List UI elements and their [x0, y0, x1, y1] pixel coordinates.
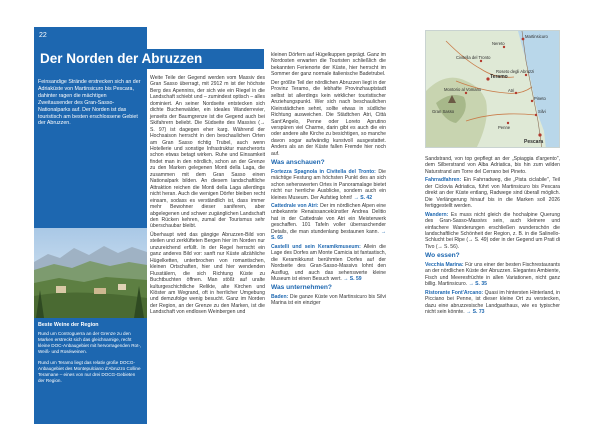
caption-text-1: Rund um Controguerra an der Grenze zu den Marken erstreckt sich das gleichnamige, recht kleine DOC-Anbaugebiet mit hervorragenden Rot-, Weiß- und Roséweinen.	[38, 330, 142, 354]
sight-item	[271, 244, 386, 283]
activity-item	[271, 294, 386, 307]
activity-text: Die ganze Küste von Martinsicuro bis Silvi Marina ist ein einziger	[271, 293, 387, 307]
activity-name: Wandern:	[425, 211, 449, 218]
page-reference: → S. 35	[468, 281, 488, 288]
map-label: Atri	[508, 88, 515, 93]
map-label: Penne	[498, 125, 511, 130]
map-label: Gran Sasso	[432, 109, 455, 114]
restaurant-text: Quasi im hintersten Hinterland, in Picciano bei Penne, ist dieser kleine Ort zu verstecken, dazu eine abruzzesische Landgasthaus, wie es typischer nicht sein könnte.	[425, 289, 561, 315]
activity-item	[425, 177, 560, 209]
sight-item	[271, 169, 386, 201]
landscape-photo-image	[34, 228, 147, 318]
restaurant-item	[425, 262, 560, 288]
photo-caption	[38, 323, 142, 384]
restaurant-name: Vecchia Marina:	[425, 261, 464, 268]
page-reference: → S. 59	[343, 275, 362, 282]
sight-text: Die mächtige Festung am höchsten Punkt des an sich schon sehenswerten Ortes in Panoramalage bietet nicht nur herrliche Ausblicke, sondern auch ein kleines Museum. Der Aufstieg lohnt!	[271, 168, 386, 201]
activity-name: Fahrradfahren:	[425, 177, 462, 184]
text-column-3	[425, 156, 560, 317]
sight-item	[271, 203, 386, 242]
map-label: Silvi	[538, 109, 546, 114]
map-label: Montorio al Vomano	[444, 87, 482, 92]
section-heading-eat: Wo essen?	[425, 252, 460, 260]
restaurant-item	[425, 290, 560, 316]
map-label: Martinsicuro	[525, 34, 548, 39]
sight-name: Castelli und sein Keramikmuseum:	[271, 243, 361, 250]
sight-name: Cattedrale von Atri:	[271, 202, 319, 209]
region-map-image	[426, 31, 560, 148]
col1-paragraph-1: Weite Teile der Gegend werden vom Massiv des Gran Sasso überragt, mit 2912 m ist der höchste Berg des Apennins, der sich wie ein Riegel in die Landschaft schiebt und – zumindest optisch – alles dominiert. An seiner Nordseite entstecken sich dichte Buchenwälder, ein ideales Wanderrevier, jenseits der Baumgrenze ist die Gegend auch bei Skifahrern beliebt. Die Südseite des Massivs (→ S. 97) ist dagegen eher karg. Während der Hochsaison herrscht in den beschaulichen Orten am Gran Sasso richtig Trubel, auch wenn Hotellerie und sonstige Infrastruktur mancherorts schon etwas betagt wirken. Ruhe und Einsamkeit findet man in den nördlich, schon an der Grenze zu den Marken gelegenen Monti della Laga, die zusammen mit dem Gran Sasso einen Nationalpark bilden. An diesem landschaftliche Attraktion reichen die Monti della Laga allerdings nicht heran. Auch die wenigen Dörfer bleiben recht einsam, sodass es verständlich ist, dass immer mehr Bewohner dieser saniferen, aber abgelegenen und schwer zugänglichen Landschaft den Rücken kehren, zumal der Tourismus sehr überschaubar bleibt.	[150, 75, 265, 230]
col3-paragraph-1: Sandstrand, von top gepflegt an der „Spiaggia d'argento", dem Silberstrand von Alba Adriatica, bis hin zum wilden Naturstrand am Torre del Cerrano bei Pineto.	[425, 156, 560, 175]
page-reference: → S. 42	[353, 194, 373, 201]
region-map	[425, 30, 560, 148]
map-label: Nereto	[492, 41, 505, 46]
map-label: Pineto	[534, 96, 546, 101]
page-number: 22	[39, 32, 47, 39]
activity-name: Baden:	[271, 293, 289, 300]
map-label: Civitella del Tronto	[456, 55, 491, 60]
page-reference: → S. 65	[271, 228, 387, 242]
sidebar-intro: Feinsandige Strände erstrecken sich an der Adriaküste von Martinsicuro bis Pescara, dahinter ragen die mächtigen Zweitausender des Gran-Sasso-Nationalparks auf. Der Norden ist das touristisch am besten erschlossene Gebiet der Abruzzen.	[38, 79, 141, 127]
restaurant-name: Ristorante Font'Arcano:	[425, 289, 484, 296]
activity-item	[425, 212, 560, 251]
caption-text-2: Rund um Teramo liegt das relativ große DOCG-Anbaugebiet des Montepulciano d'Abruzzo Colline Teramane – eines von nur drei DOCG-Gebieten der Region.	[38, 360, 141, 384]
landscape-photo	[34, 228, 147, 318]
text-column-1	[150, 75, 265, 318]
caption-title: Beste Weine der Region	[38, 322, 99, 328]
map-label: Teramo	[490, 74, 508, 80]
col2-paragraph-2: Der größte Teil der nördlichen Abruzzen liegt in der Provinz Teramo, die lebhafte Provinzhauptstadt selbst ist allerdings kein wirklicher touristischer Anziehungspunkt. Wer sich nach beschaulichen Kleinstädtchen sehnt, sollte etwas in südliche Richtung ausweichen. Die Städtchen Atri, Città Sant'Angelo, Penne oder Loreto Aprutino verspüren viel Charme, darin gibt es auch die ein oder andere alte Kirche zu besichtigen, so manche davon sogar aufwändig kunstvoll ausgestattet. Anders als an der Küste fallen Fremde hier noch auf.	[271, 79, 386, 157]
section-heading-activities: Was unternehmen?	[271, 284, 332, 292]
page-title: Der Norden der Abruzzen	[40, 51, 203, 66]
activity-text: Ein Fahrradweg, die „Pista ciclabile", Teil der Ciclovia Adriatica, führt von Martinsicuro bis Pescara direkt an der Küste entlang, Radwege sind überall möglich. Die Verlängerung hinauf bis in die Marken soll 2026 fertiggestellt werden.	[425, 177, 560, 210]
sight-text: Der im nördlichen Alpen eine unbekannte Renaissancekünstler Andrea Delitio hat in der Cattedrale von Atri ein Meisterwerk geschaffen. 101 Tafeln voller überraschender Details, die man stundenlang bestaunen kann.	[271, 202, 387, 235]
map-label: Roseto degli Abruzzi	[496, 69, 535, 74]
page-reference: → S. 73	[466, 308, 485, 315]
sight-text: Allein die Lage des Dorfes am Monte Camicia ist fantastisch, die Keramikkunst berühmten Dorfes auf der Nordseite des Gran-Sasso-Massivs lohnt den Ausflug, und auch das sehenswerte kleine Museum ist einen Besuch wert.	[271, 243, 387, 282]
col2-paragraph-1: kleinen Dörfern auf Hügelkuppen geprägt. Ganz im Nordosten erwarten die Touristen schließlich die bekannten Ferienorte der Küste, hier herrscht im Sommer der ganz normale italienische Badetrubel.	[271, 52, 386, 78]
col1-paragraph-2: Überhaupt wird das gängige Abruzzen-Bild von steilen und zerklüfteten Bergen hier im Norden nur unzureichend erfüllt. In der Regel herrscht ein ganz anderes Bild vor: sanft nur Küste allzähliche Hügelketten, unterbrochen von romantischen, kleinen Ortschaften, hier und hier wendenden Flusstälern, die sich Richtung Küste zu Buchtbuchten öffnen. Man stößt auf uralte kulturgeschichtliche Relikte, alte Kirchen und Klöster am Wegrand, oft in herrlicher Umgebung und demzufolge wenig besucht. Ganz im Norden der Region, an der Grenze zu den Marken, ist die Landschaft von endlosen Weinbergen und	[150, 231, 265, 316]
map-label: Pescara	[524, 139, 544, 145]
activity-text: Es muss nicht gleich die hochalpine Querung des Gran-Sasso-Massivs sein, auch kleinere und einfachere Wanderungen erschließen wunderschön die landschaftliche Schönheit der Region, z. B. in die Salinello-Schlucht bei Ripe (→ S. 49) oder in der Gegend um Prati di Tivo (→ S. 56).	[425, 211, 560, 250]
text-column-2	[271, 52, 386, 309]
sight-name: Fortezza Spagnola in Civitella del Tronto:	[271, 168, 376, 175]
restaurant-text: Für uns einer der besten Fischrestaurants an der nördlichen Küste der Abruzzen. Elegantes Ambiente, Fisch und Meeresfrüchte in allen Variationen, nicht ganz billig. Martinsicuro.	[425, 261, 560, 288]
section-heading-see: Was anschauen?	[271, 159, 325, 167]
